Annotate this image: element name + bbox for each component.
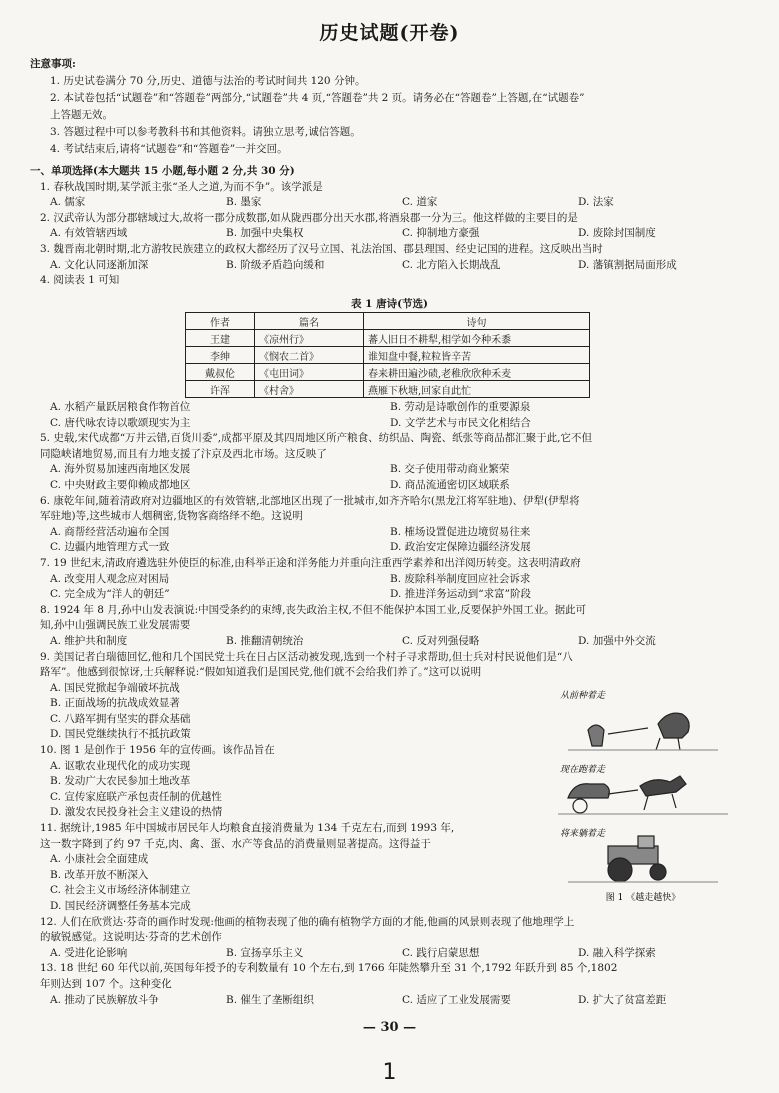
option[interactable]: A. 国民党掀起争端破坏抗战 [50,681,180,694]
option[interactable]: C. 八路军拥有坚实的群众基础 [50,712,191,725]
question-stem: 12. 人们在欣赏达·芬奇的画作时发现:他画的植物表现了他的确有植物学方面的才能,他画的风景则表现了他地理学上 [40,915,575,928]
option[interactable]: C. 抑制地方豪强 [402,227,480,240]
question-options [30,258,760,274]
option[interactable]: A. 有效管辖西域 [50,227,128,240]
option[interactable]: C. 宣传家庭联产承包责任制的优越性 [50,790,222,803]
column-header: 篇名 [255,313,364,330]
panel-2-label: 现在跑着走 [560,765,606,775]
note-item-cont: 上答题无效。 [50,109,113,121]
table-cell: 戴叔伦 [186,364,255,381]
question-options [30,993,760,1009]
option[interactable]: A. 小康社会全面建成 [50,853,149,866]
table-row [186,381,590,398]
question-options [30,416,760,432]
question-options [30,478,760,494]
question-options [30,226,760,242]
option[interactable]: D. 藩镇割据局面形成 [578,258,677,271]
table-row [186,330,590,347]
ox-plow-drawing [568,713,718,750]
option[interactable]: A. 儒家 [50,196,86,209]
option[interactable]: D. 法家 [578,196,614,209]
question-options [30,195,760,211]
table-cell: 《村舍》 [255,381,364,398]
option[interactable]: B. 墨家 [226,196,262,209]
question-options [30,572,760,588]
option[interactable]: D. 国民党继续执行不抵抗政策 [50,728,191,741]
table-header-row [186,313,590,330]
option[interactable]: C. 适应了工业发展需要 [402,993,511,1006]
question-stem: 5. 史载,宋代成都“万井云错,百货川委”,成都平原及其四周地区所产粮食、纺织品、陶瓷、纸张等商品都汇聚于此,它不但 [40,432,592,445]
question-stem: 2. 汉武帝认为部分郡辖域过大,故将一郡分成数郡,如从陇西郡分出天水郡,将酒泉郡一分为三。他这样做的主要目的是 [40,211,578,224]
question-options [30,946,760,962]
bottom-page-number: 1 [382,1060,397,1085]
option[interactable]: A. 推动了民族解放斗争 [50,993,159,1006]
tractor-drawing [568,836,718,882]
question-stem: 军驻地)等,这些城市人烟稠密,货物客商络绎不绝。这说明 [40,510,303,523]
column-header: 诗句 [364,313,590,330]
question-stem: 10. 图 1 是创作于 1956 年的宣传画。该作品旨在 [40,744,275,757]
option[interactable]: B. 推翻清朝统治 [226,634,304,647]
option[interactable]: A. 讴歌农业现代化的成功实现 [50,759,191,772]
table-cell: 《凉州行》 [255,330,364,347]
poem-table [185,312,590,398]
note-item: 1. 历史试卷满分 70 分,历史、道德与法治的考试时间共 120 分钟。 [50,75,366,87]
option[interactable]: D. 融入科学探索 [578,946,656,959]
question-stem: 13. 18 世纪 60 年代以前,英国每年授予的专利数量有 10 个左右,到 1766 年陡然攀升至 31 个,1792 年跃升到 85 个,1802 [40,962,618,975]
table-cell: 谁知盘中餐,粒粒皆辛苦 [364,347,590,364]
question-stem: 3. 魏晋南北朝时期,北方游牧民族建立的政权大都经历了汉号立国、礼法治国、郡县理国、经史记国的进程。这反映出当时 [40,242,603,255]
question-stem: 7. 19 世纪末,清政府遴选驻外使臣的标准,由科举正途和洋务能力并重向注重西学素养和出洋阅历转变。这表明清政府 [40,556,581,569]
option[interactable]: B. 宣扬享乐主义 [226,946,304,959]
figure-caption: 图 1 《越走越快》 [605,893,681,903]
table-cell: 许浑 [186,381,255,398]
option[interactable]: B. 改革开放不断深入 [50,868,149,881]
question-options [30,462,760,478]
question-stem: 6. 康乾年间,随着清政府对边疆地区的有效管辖,北部地区出现了一批城市,如齐齐哈尔(黑龙江将军驻地)、伊犁(伊犁将 [40,494,580,507]
option[interactable]: D. 加强中外交流 [578,634,656,647]
note-item: 4. 考试结束后,请将“试题卷”和“答题卷”一并交回。 [50,143,288,155]
option[interactable]: C. 边疆内地管理方式一致 [50,541,170,554]
option[interactable]: B. 废除科举制度回应社会诉求 [390,572,531,585]
question-options [30,634,760,650]
question-options [30,587,760,603]
option[interactable]: A. 水稻产量跃居粮食作物首位 [50,401,191,413]
option[interactable]: D. 扩大了贫富差距 [578,993,667,1006]
option[interactable]: C. 反对列强侵略 [402,634,480,647]
option[interactable]: C. 践行启蒙思想 [402,946,480,959]
question-stem: 路军”。他感到很惊讶,士兵解释说:“假如知道我们是国民党,他们就不会给我们养了。”这可以说明 [40,666,482,679]
figure-1 [548,686,738,906]
option[interactable]: D. 推进洋务运动到“求富”阶段 [390,588,531,601]
notes-block [30,56,760,158]
option[interactable]: C. 唐代咏农诗以歌颂现实为主 [50,416,191,429]
table-cell: 《悯农二首》 [255,347,364,364]
option[interactable]: A. 改变用人观念应对困局 [50,572,170,585]
table-cell: 王建 [186,330,255,347]
option[interactable]: D. 国民经济调整任务基本完成 [50,900,191,912]
question-stem: 知,孙中山强调民族工业发展需要 [40,619,191,632]
question-options [30,540,760,556]
table-caption: 表 1 唐诗(节选) [350,298,429,310]
question-options [30,525,760,541]
question-stem: 这一数字降到了约 97 千克,肉、禽、蛋、水产等食品的消费量则显著提高。这得益于 [40,837,431,850]
table-cell: 蕃人旧日不耕犁,相学如今种禾黍 [364,330,590,347]
column-header: 作者 [186,313,255,330]
question-options [30,400,760,416]
option[interactable]: D. 商品流通密切区域联系 [390,478,510,491]
option[interactable]: A. 海外贸易加速西南地区发展 [50,463,191,476]
option[interactable]: D. 激发农民投身社会主义建设的热情 [50,806,223,819]
question-stem: 的敏锐感觉。这说明达·芬奇的艺术创作 [40,931,222,944]
option[interactable]: B. 正面战场的抗战成效显著 [50,697,180,710]
figure-illustration [548,686,738,906]
option[interactable]: A. 商帮经营活动遍布全国 [50,525,170,538]
table-row [186,347,590,364]
question-stem: 11. 据统计,1985 年中国城市居民年人均粮食直接消费量为 134 千克左右,而到 1993 年, [40,822,455,835]
option[interactable]: B. 加强中央集权 [226,227,304,240]
option[interactable]: C. 完全成为“洋人的朝廷” [50,588,170,601]
question-stem: 8. 1924 年 8 月,孙中山发表演说:中国受条约的束缚,丧失政治主权,不但不能保护本国工业,反要保护外国工业。据此可 [40,603,587,616]
option[interactable]: C. 中央财政主要仰赖成都地区 [50,478,191,491]
questions-block-1 [30,164,760,289]
table-cell: 燕雁下秋塘,回家自此忙 [364,381,590,398]
question-stem: 1. 春秋战国时期,某学派主张“圣人之道,为而不争”。该学派是 [40,180,323,193]
option[interactable]: B. 阶级矛盾趋向缓和 [226,258,325,271]
table-cell: 春来耕田遍沙碛,老稚欣欣种禾麦 [364,364,590,381]
option[interactable]: D. 文学艺术与市民文化相结合 [390,416,531,429]
option[interactable]: B. 催生了垄断组织 [226,993,314,1006]
panel-3-label: 将来躺着走 [560,829,606,839]
question-stem: 9. 美国记者白瑞德回忆,他和几个国民党士兵在日占区活动被发现,选到一个村子寻求帮助,但士兵对村民说他们是“八 [40,650,573,663]
question-stem: 4. 阅读表 1 可知 [40,274,120,287]
table-cell: 《屯田词》 [255,364,364,381]
horse-machine-drawing [558,776,728,814]
notes-heading: 注意事项: [30,58,76,70]
option[interactable]: C. 社会主义市场经济体制建立 [50,884,191,897]
page-title: 历史试题(开卷) [319,22,460,44]
question-stem: 同隐峡诸地贸易,而且有力地支援了汴京及西北市场。这反映了 [40,447,327,460]
table-row [186,364,590,381]
option[interactable]: D. 废除封国制度 [578,227,656,240]
option[interactable]: D. 政治安定保障边疆经济发展 [390,541,531,554]
option[interactable]: A. 受进化论影响 [50,946,128,959]
option[interactable]: B. 发动广大农民参加土地改革 [50,775,191,788]
option[interactable]: A. 文化认同逐渐加深 [50,258,149,271]
option[interactable]: B. 劳动是诗歌创作的重要源泉 [390,401,531,413]
page-label: — 30 — [362,1020,417,1035]
question-stem: 年则达到 107 个。这种变化 [40,977,172,990]
table-cell: 李绅 [186,347,255,364]
option[interactable]: C. 道家 [402,196,438,209]
note-item: 2. 本试卷包括“试题卷”和“答题卷”两部分,“试题卷”共 4 页,“答题卷”共 2 页。请务必在“答题卷”上答题,在“试题卷” [50,92,585,104]
note-item: 3. 答题过程中可以参考教科书和其他资料。请独立思考,诚信答题。 [50,126,361,138]
section-heading: 一、单项选择(本大题共 15 小题,每小题 2 分,共 30 分) [30,165,295,177]
option[interactable]: B. 交子使用带动商业繁荣 [390,463,510,476]
option[interactable]: B. 榷场设置促进边境贸易往来 [390,525,531,538]
option[interactable]: C. 北方陷入长期战乱 [402,258,501,271]
option[interactable]: A. 维护共和制度 [50,634,128,647]
panel-1-label: 从前种着走 [560,691,606,701]
